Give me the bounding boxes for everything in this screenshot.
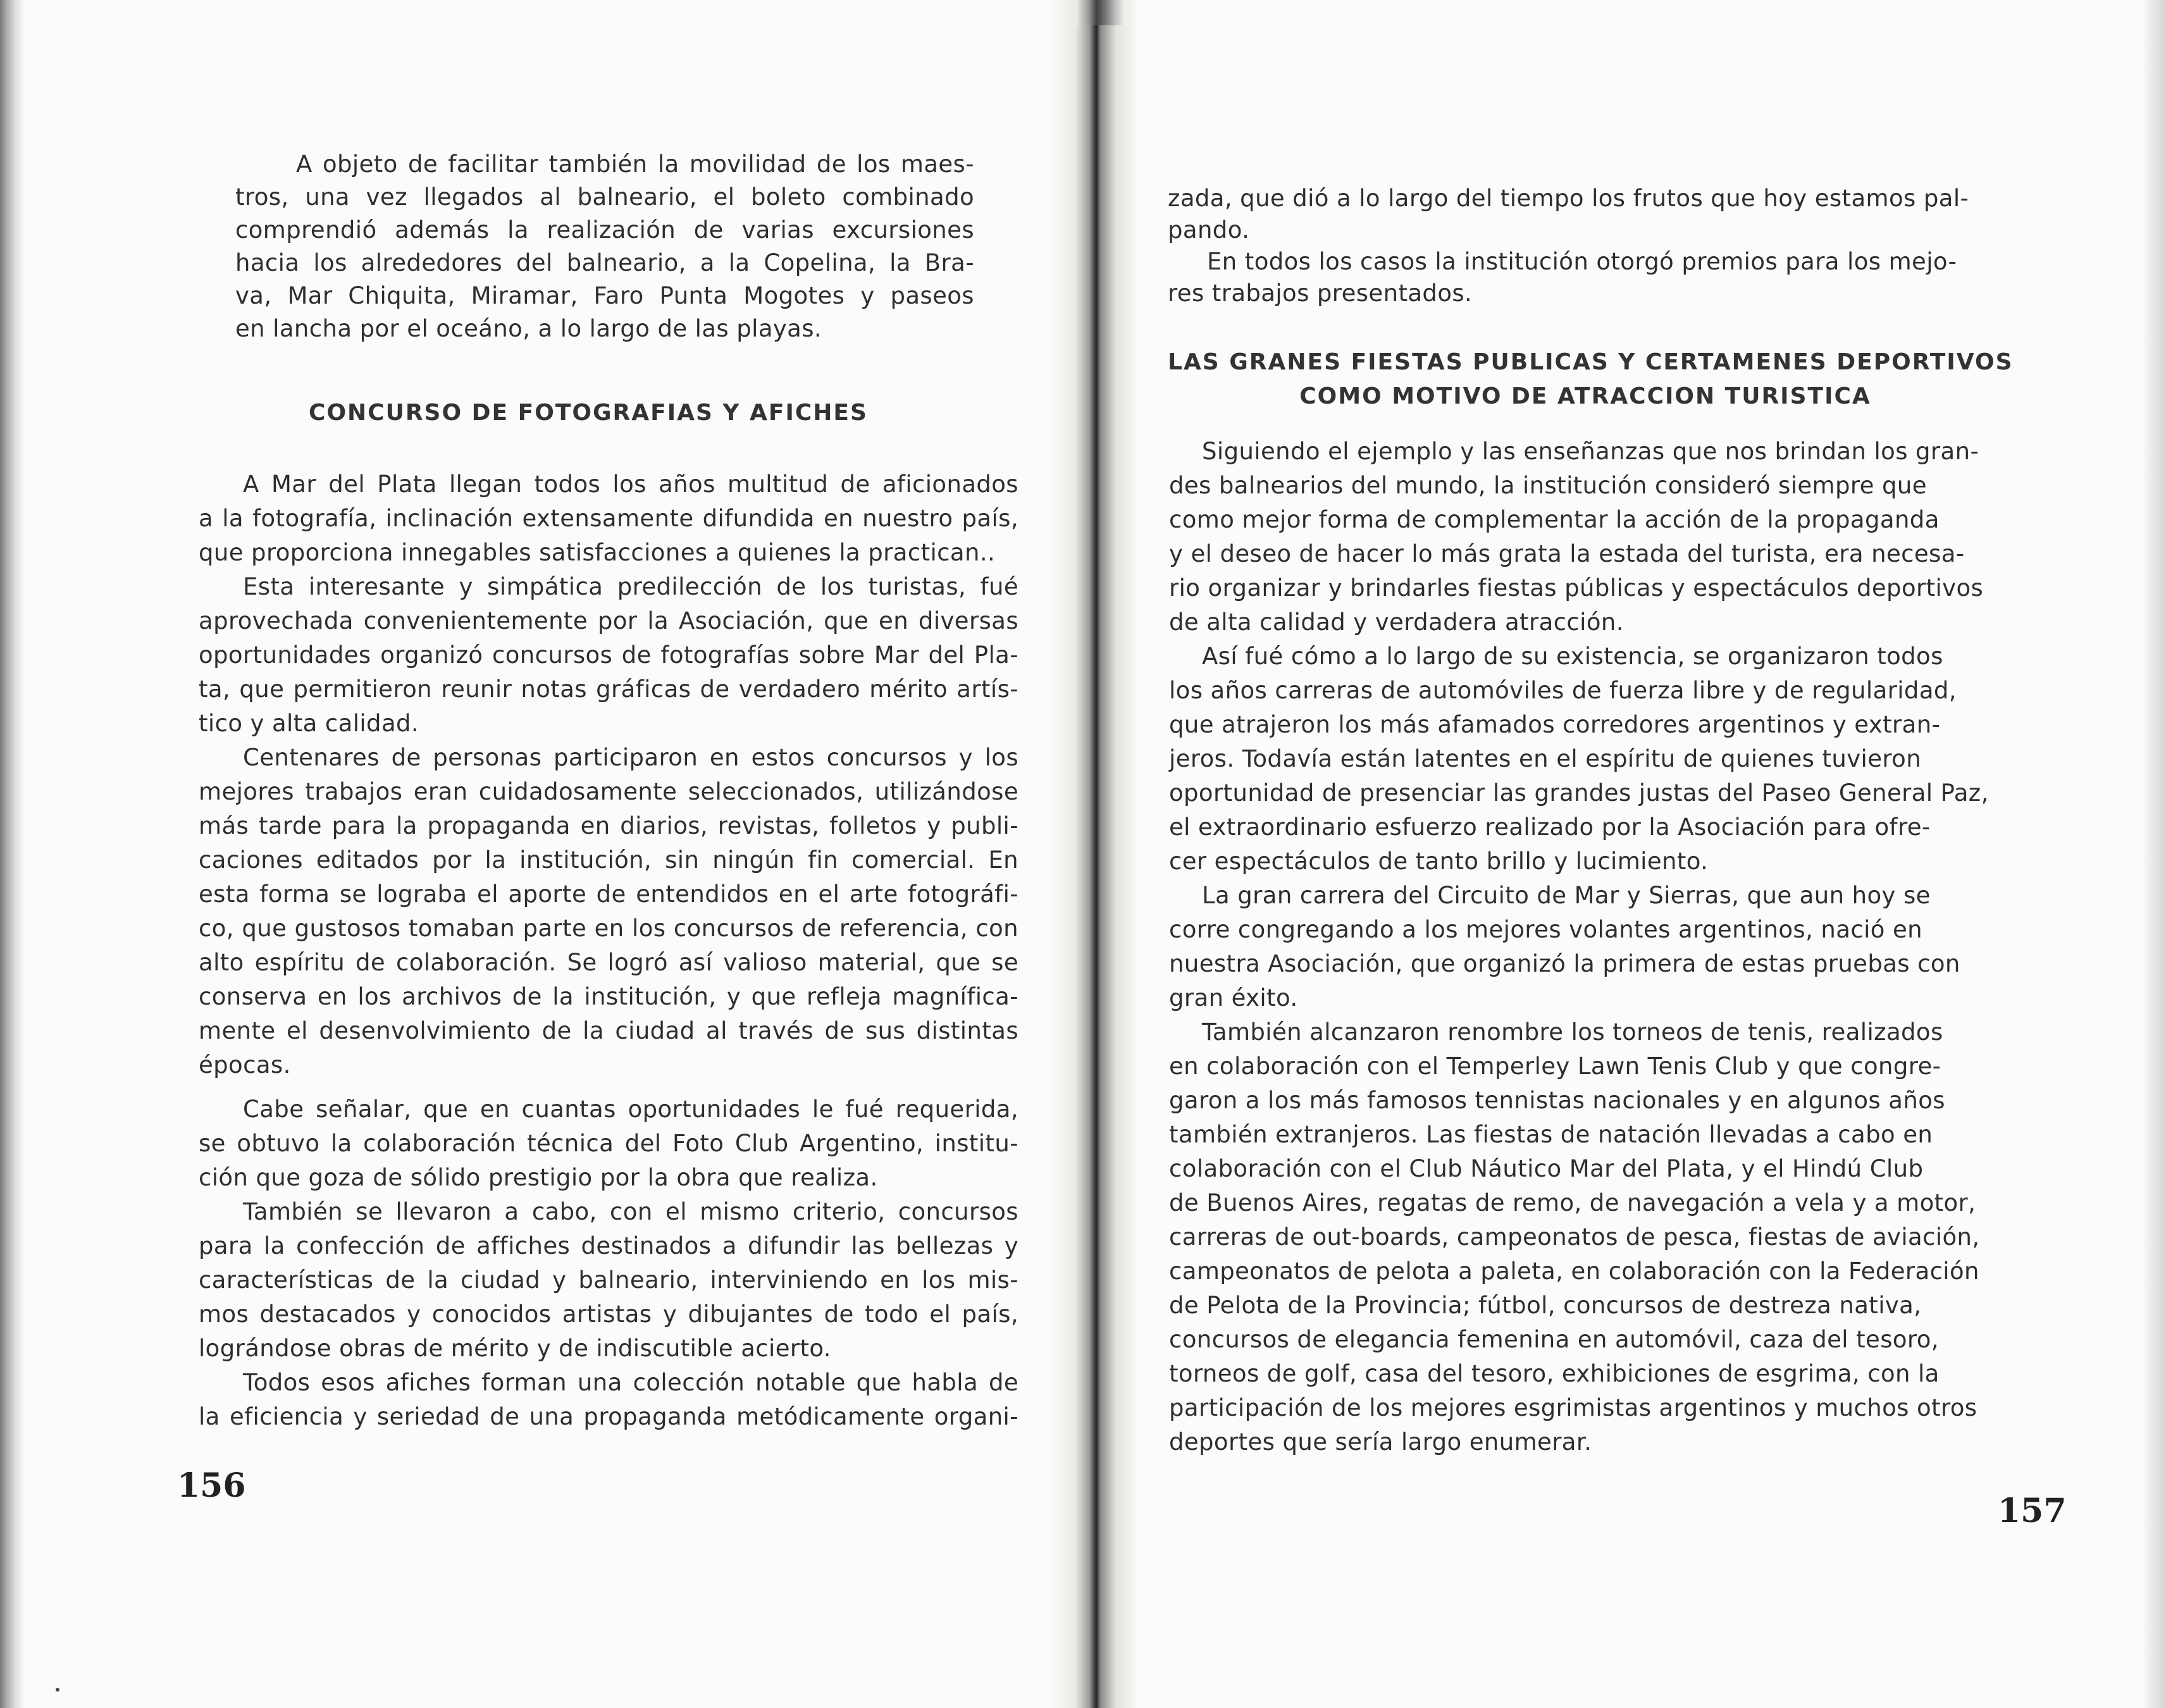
text-line: carreras de out-boards, campeonatos de pesca, fiestas de aviación, — [1169, 1223, 1980, 1251]
text-line: que proporciona innegables satisfacciones a quienes la practican.. — [199, 539, 996, 566]
text-line: épocas. — [199, 1051, 291, 1079]
text-line: alto espíritu de colaboración. Se logró así valioso material, que se — [199, 949, 1018, 976]
section-heading: COMO MOTIVO DE ATRACCION TURISTICA — [1299, 383, 1871, 409]
text-line: el extraordinario esfuerzo realizado por la Asociación para ofre- — [1169, 814, 1931, 841]
text-line: En todos los casos la institución otorgó premios para los mejo- — [1207, 248, 1957, 275]
text-line: mos destacados y conocidos artistas y dibujantes de todo el país, — [199, 1301, 1018, 1328]
text-line: la eficiencia y seriedad de una propaganda metódicamente organi- — [199, 1403, 1018, 1430]
text-line: También se llevaron a cabo, con el mismo criterio, concursos — [243, 1198, 1018, 1225]
text-line: Así fué cómo a lo largo de su existencia, se organizaron todos — [1202, 643, 1943, 670]
text-line: torneos de golf, casa del tesoro, exhibiciones de esgrima, con la — [1169, 1360, 1940, 1387]
text-line: A Mar del Plata llegan todos los años multitud de aficionados — [243, 471, 1018, 498]
text-line: en colaboración con el Temperley Lawn Tenis Club y que congre- — [1169, 1053, 1941, 1080]
text-line: tros, una vez llegados al balneario, el boleto combinado — [235, 183, 974, 211]
text-line: ción que goza de sólido prestigio por la obra que realiza. — [199, 1164, 878, 1191]
text-line: como mejor forma de complementar la acción de la propaganda — [1169, 506, 1940, 533]
text-line: A objeto de facilitar también la movilidad de los maes- — [296, 151, 974, 178]
text-line: los años carreras de automóviles de fuerza libre y de regularidad, — [1169, 677, 1957, 704]
book-gutter-shadow — [1075, 0, 1126, 25]
text-line: concursos de elegancia femenina en automóvil, caza del tesoro, — [1169, 1326, 1939, 1353]
text-line: y el deseo de hacer lo más grata la estada del turista, era necesa- — [1169, 540, 1965, 567]
text-line: mente el desenvolvimiento de la ciudad al través de sus distintas — [199, 1017, 1018, 1044]
text-line: ta, que permitieron reunir notas gráficas de verdadero mérito artís- — [199, 676, 1018, 703]
text-line: en lancha por el oceáno, a lo largo de las playas. — [235, 315, 822, 342]
text-line: participación de los mejores esgrimistas argentinos y muchos otros — [1169, 1394, 1977, 1421]
text-line: esta forma se lograba el aporte de entendidos en el arte fotográfi- — [199, 881, 1018, 908]
text-line: campeonatos de pelota a paleta, en colaboración con la Federación — [1169, 1258, 1979, 1285]
text-line: co, que gustosos tomaban parte en los concursos de referencia, con — [199, 915, 1018, 942]
text-line: La gran carrera del Circuito de Mar y Sierras, que aun hoy se — [1202, 882, 1931, 909]
text-line: características de la ciudad y balneario, interviniendo en los mis- — [199, 1266, 1018, 1294]
text-line: Centenares de personas participaron en estos concursos y los — [243, 744, 1018, 771]
text-line: Cabe señalar, que en cuantas oportunidades le fué requerida, — [243, 1096, 1018, 1123]
text-line: más tarde para la propaganda en diarios, revistas, folletos y publi- — [199, 812, 1018, 839]
text-line: También alcanzaron renombre los torneos de tenis, realizados — [1202, 1018, 1943, 1046]
text-line: gran éxito. — [1169, 984, 1298, 1012]
book-gutter — [1050, 0, 1139, 1708]
text-line: rio organizar y brindarles fiestas públicas y espectáculos deportivos — [1169, 574, 1984, 602]
text-line: mejores trabajos eran cuidadosamente seleccionados, utilizándose — [199, 778, 1018, 805]
text-line: caciones editados por la institución, sin ningún fin comercial. En — [199, 846, 1018, 874]
paper-speck — [56, 1688, 59, 1692]
text-line: garon a los más famosos tennistas nacionales y en algunos años — [1169, 1087, 1945, 1114]
text-line: que atrajeron los más afamados corredores argentinos y extran- — [1169, 711, 1941, 738]
left-page-edge — [0, 0, 24, 1708]
text-line: de Buenos Aires, regatas de remo, de navegación a vela y a motor, — [1169, 1189, 1976, 1216]
page-number: 157 — [1998, 1492, 2067, 1530]
text-line: tico y alta calidad. — [199, 710, 419, 737]
text-line: se obtuvo la colaboración técnica del Foto Club Argentino, institu- — [199, 1130, 1018, 1157]
text-line: zada, que dió a lo largo del tiempo los frutos que hoy estamos pal- — [1168, 185, 1969, 212]
text-line: aprovechada convenientemente por la Asociación, que en diversas — [199, 607, 1018, 634]
text-line: oportunidades organizó concursos de fotografías sobre Mar del Pla- — [199, 641, 1018, 669]
text-line: conserva en los archivos de la institución, y que refleja magnífica- — [199, 983, 1018, 1010]
text-line: nuestra Asociación, que organizó la primera de estas pruebas con — [1169, 950, 1960, 977]
text-line: comprendió además la realización de varias excursiones — [235, 216, 974, 244]
text-line: pando. — [1168, 216, 1250, 244]
text-line: Todos esos afiches forman una colección notable que habla de — [243, 1369, 1018, 1396]
text-line: hacia los alrededores del balneario, a la Copelina, la Bra- — [235, 249, 974, 276]
text-line: para la confección de affiches destinados a difundir las bellezas y — [199, 1232, 1018, 1259]
text-line: lográndose obras de mérito y de indiscutible acierto. — [199, 1335, 831, 1362]
text-line: Esta interesante y simpática predilección de los turistas, fué — [243, 573, 1018, 600]
text-line: res trabajos presentados. — [1168, 280, 1473, 307]
text-line: Siguiendo el ejemplo y las enseñanzas que nos brindan los gran- — [1202, 438, 1979, 465]
text-line: de Pelota de la Provincia; fútbol, concursos de destreza nativa, — [1169, 1292, 1922, 1319]
text-line: cer espectáculos de tanto brillo y lucimiento. — [1169, 848, 1709, 875]
section-heading: LAS GRANES FIESTAS PUBLICAS Y CERTAMENES DEPORTIVOS — [1168, 349, 2014, 375]
text-line: deportes que sería largo enumerar. — [1169, 1428, 1592, 1456]
text-line: oportunidad de presenciar las grandes justas del Paseo General Paz, — [1169, 779, 1989, 807]
right-page-edge — [2142, 0, 2166, 1708]
text-line: corre congregando a los mejores volantes argentinos, nació en — [1169, 916, 1922, 943]
text-line: va, Mar Chiquita, Miramar, Faro Punta Mogotes y paseos — [235, 282, 974, 309]
section-heading: CONCURSO DE FOTOGRAFIAS Y AFICHES — [309, 400, 868, 426]
text-line: des balnearios del mundo, la institución consideró siempre que — [1169, 472, 1927, 499]
page-number: 156 — [177, 1466, 246, 1505]
text-line: jeros. Todavía están latentes en el espíritu de quienes tuvieron — [1169, 745, 1922, 772]
text-line: colaboración con el Club Náutico Mar del Plata, y el Hindú Club — [1169, 1155, 1924, 1182]
text-line: a la fotografía, inclinación extensamente difundida en nuestro país, — [199, 505, 1018, 532]
text-line: también extranjeros. Las fiestas de natación llevadas a cabo en — [1169, 1121, 1933, 1148]
text-line: de alta calidad y verdadera atracción. — [1169, 609, 1624, 636]
